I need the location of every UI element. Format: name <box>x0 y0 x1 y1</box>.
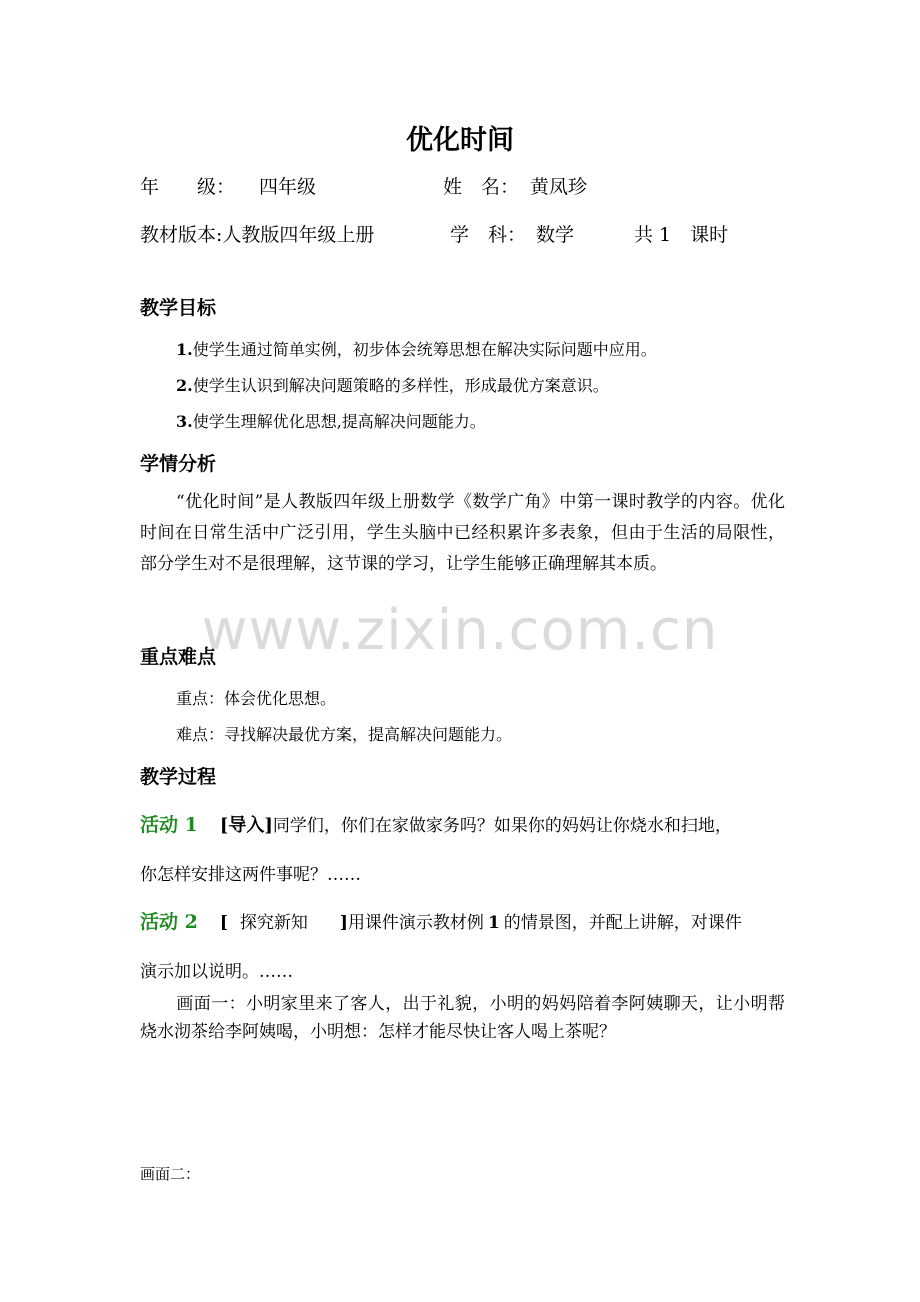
activity-2-label: 活动 2 <box>140 911 198 933</box>
activity-2-text-a: 用课件演示教材例 <box>347 913 484 933</box>
activity-2-example-number: 1 <box>487 913 500 933</box>
analysis-paragraph <box>140 487 785 580</box>
goal-item <box>176 409 486 432</box>
process-heading: 教学过程 <box>140 766 217 788</box>
goal-number: 3. <box>176 412 193 431</box>
grade-label: 年 级： <box>140 176 236 198</box>
name-label: 姓 名： <box>443 176 520 198</box>
grade-value: 四年级 <box>259 176 317 198</box>
subject-label: 学 科： <box>450 224 527 246</box>
goal-text: 使学生认识到解决问题策略的多样性，形成最优方案意识。 <box>192 376 609 395</box>
name-value: 黄凤珍 <box>530 176 588 198</box>
activity-2-text-b: 的情景图，并配上讲解，对课件 <box>503 913 742 933</box>
activity-1-tag: [导入] <box>219 815 273 836</box>
activity-1-label: 活动 1 <box>140 814 198 836</box>
activity-2-tag-open: [ <box>219 913 228 933</box>
textbook-edition: 教材版本:人教版四年级上册 <box>140 224 375 246</box>
difficulty-point: 难点：寻找解决最优方案，提高解决问题能力。 <box>176 725 513 744</box>
activity-2-line1 <box>140 907 742 934</box>
total-periods: 共 1 课时 <box>634 224 729 246</box>
goal-text: 使学生通过简单实例，初步体会统筹思想在解决实际问题中应用。 <box>192 340 657 359</box>
analysis-heading: 学情分析 <box>140 453 217 475</box>
activity-1-line1 <box>140 810 732 837</box>
key-point: 重点：体会优化思想。 <box>176 689 337 708</box>
scene-1-text: 画面一：小明家里来了客人，出于礼貌，小明的妈妈陪着李阿姨聊天，让小明帮烧水沏茶给李阿姨喝，小明想：怎样才能尽快让客人喝上茶呢？ <box>140 994 785 1042</box>
page-title: 优化时间 <box>406 125 514 156</box>
goal-number: 2. <box>176 376 193 395</box>
goal-item <box>176 373 609 396</box>
activity-2-tag-text: 探究新知 <box>239 913 308 933</box>
activity-2-tag-close: ] <box>339 913 348 933</box>
activity-1-text: 同学们，你们在家做家务吗？如果你的妈妈让你烧水和扫地， <box>272 816 732 836</box>
goal-number: 1. <box>176 340 193 359</box>
scene-1-paragraph <box>140 990 785 1046</box>
activity-1-line2: 你怎样安排这两件事呢？…… <box>140 865 361 885</box>
watermark: www.zixin.com.cn <box>201 598 719 663</box>
goal-item <box>176 337 657 360</box>
goal-text: 使学生理解优化思想,提高解决问题能力。 <box>192 412 486 431</box>
key-heading: 重点难点 <box>140 646 217 668</box>
analysis-text: “优化时间”是人教版四年级上册数学《数学广角》中第一课时教学的内容。优化时间在日常生活中广泛引用，学生头脑中已经积累许多表象，但由于生活的局限性，部分学生对不是很理解，这节课的学习，让学生能够正确理解其本质。 <box>140 492 785 574</box>
scene-2-label: 画面二： <box>140 1165 201 1183</box>
subject-value: 数学 <box>536 224 575 246</box>
activity-2-line2: 演示加以说明。…… <box>140 962 293 982</box>
goals-heading: 教学目标 <box>140 297 217 319</box>
